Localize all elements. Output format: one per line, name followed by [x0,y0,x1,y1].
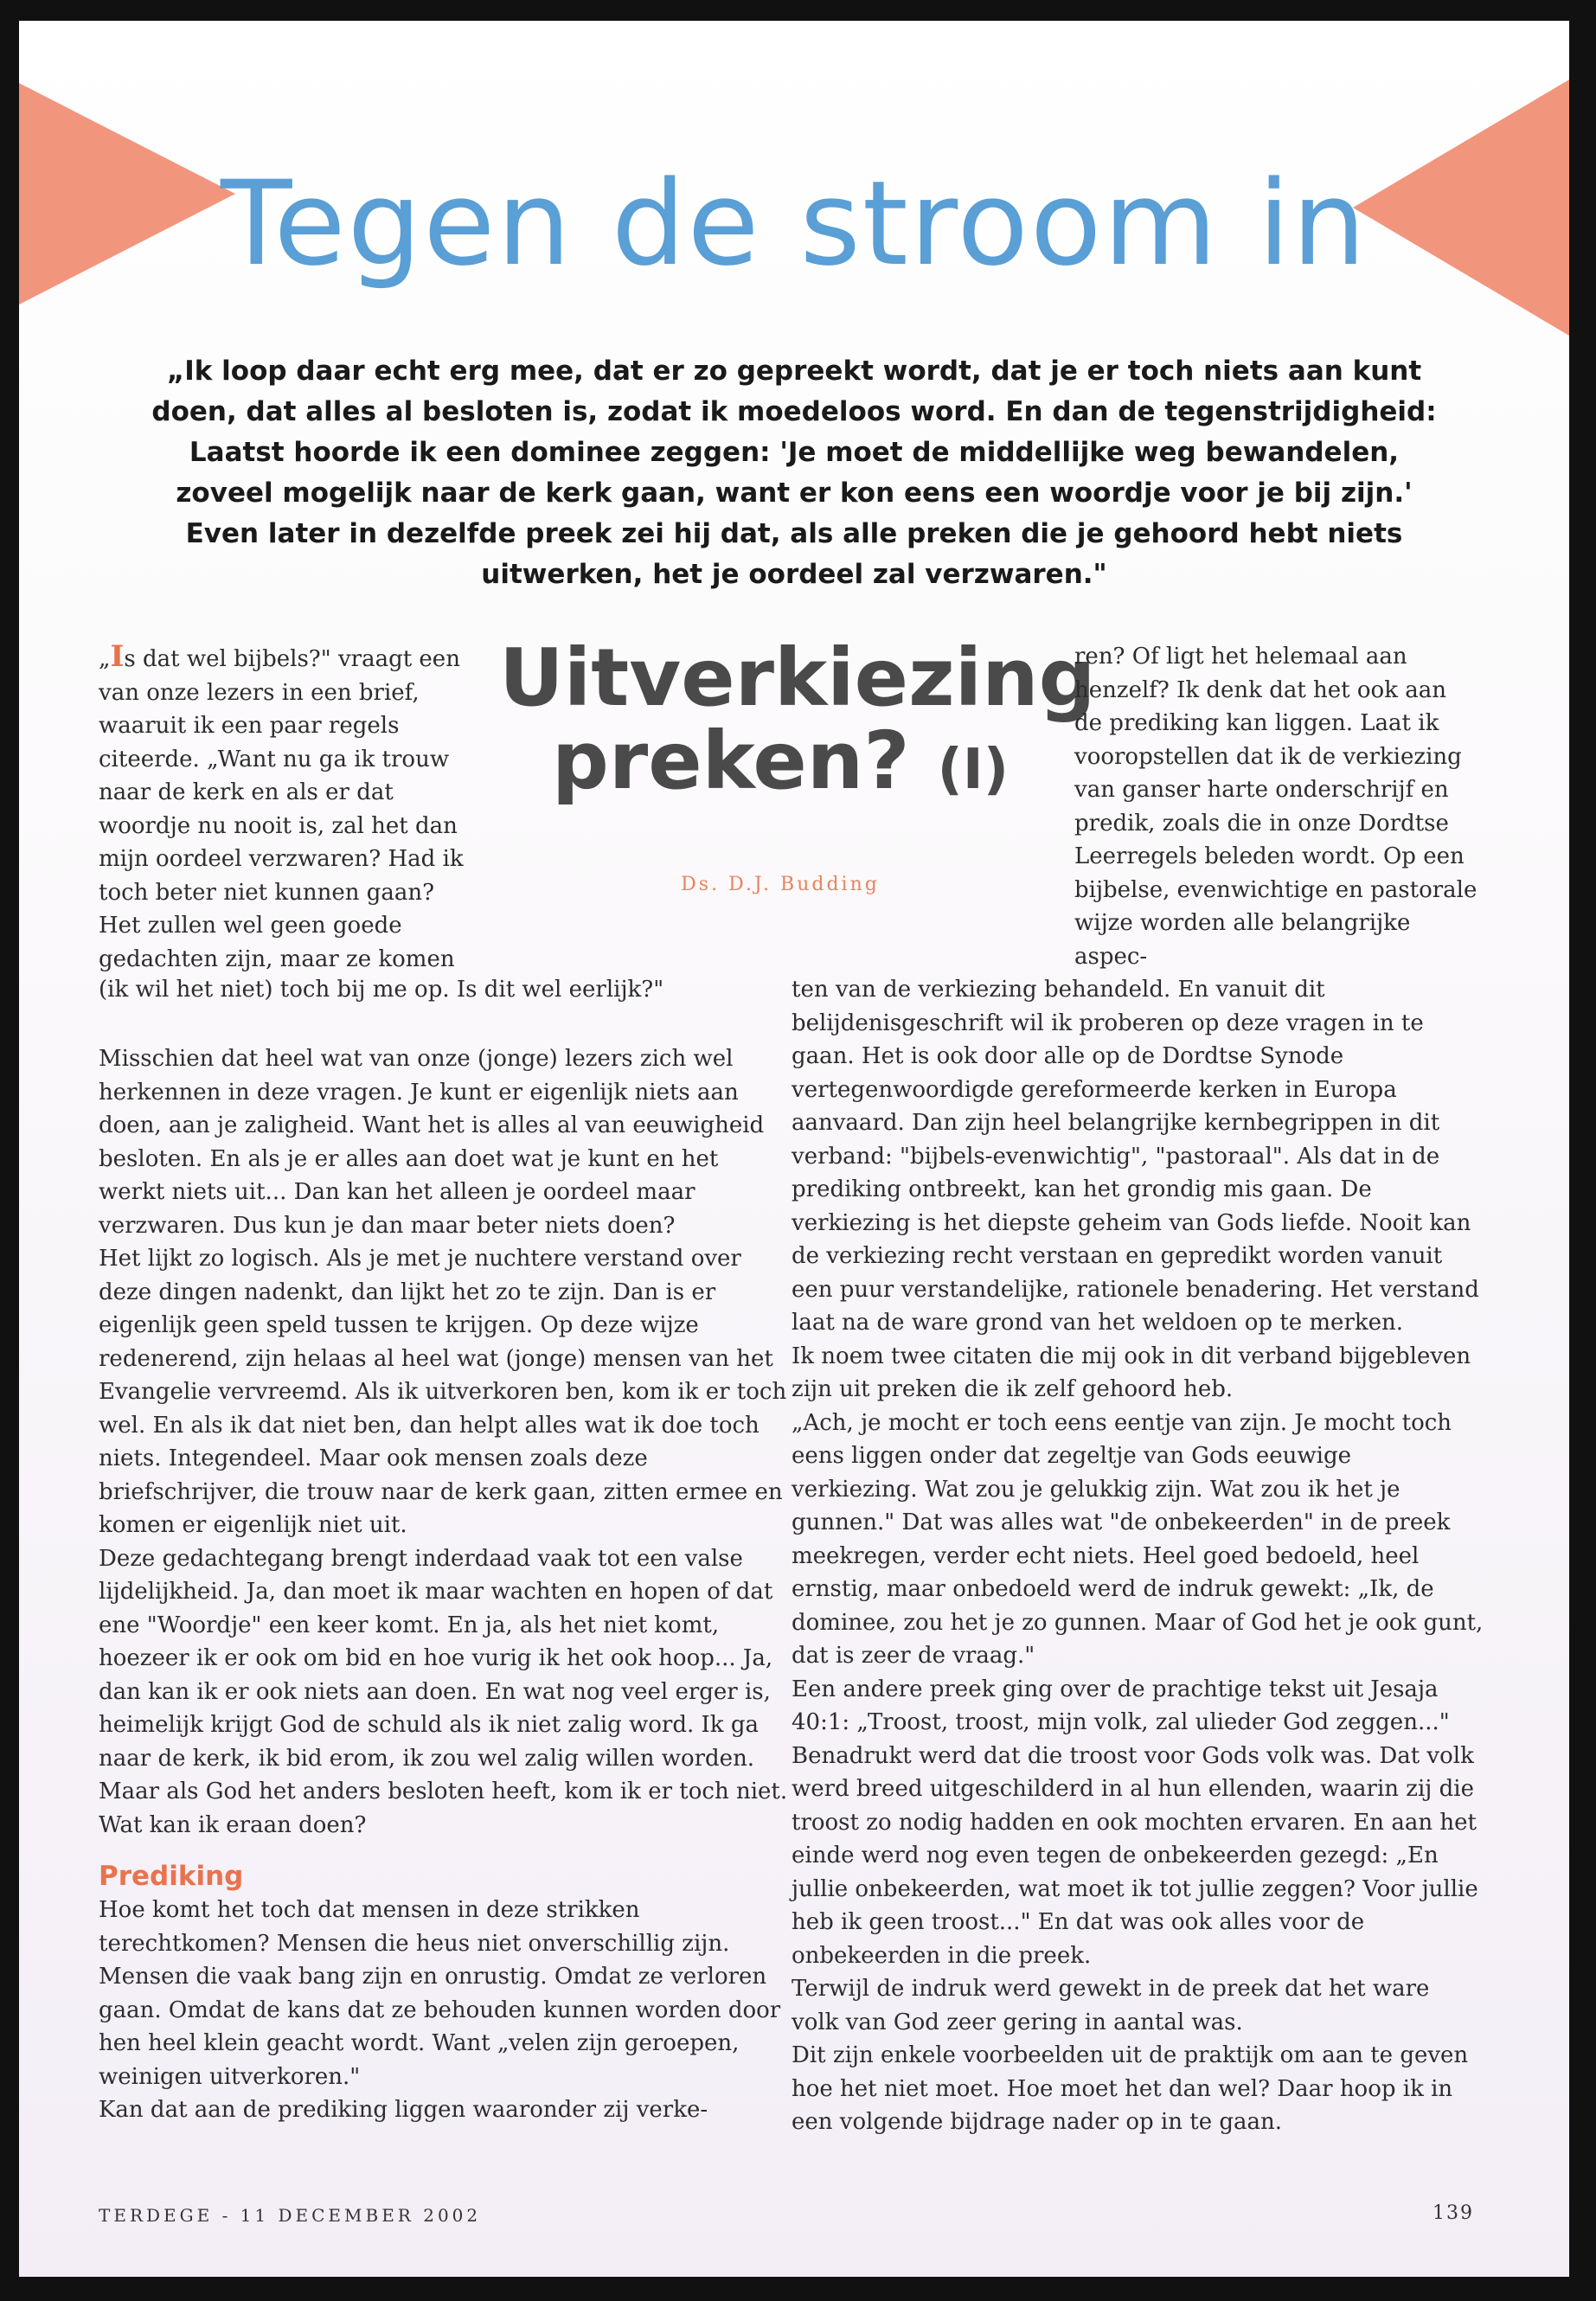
page-number: 139 [1433,2202,1474,2224]
paragraph: Het lijkt zo logisch. Als je met je nuchtere verstand over deze dingen nadenkt, dan lijkt het zo te zijn. Dan is er eigenlijk geen speld tussen te krijgen. Op deze wijze redenerend, zijn helaas al heel wat (jonge) mensen van het Evangelie vervreemd. Als ik uitverkoren ben, kom ik er toch wel. En als ik dat niet ben, dan helpt alles wat ik doe toch niets. Integendeel. Maar ook mensen zoals deze briefschrijver, die trouw naar de kerk gaan, zitten ermee en komen er eigenlijk niet uit. [99,1246,787,1538]
paragraph: Ik noem twee citaten die mij ook in dit verband bijgebleven zijn uit preken die ik zelf gehoord heb. [792,1343,1471,1402]
subheading-prediking: Prediking [99,1861,244,1892]
magazine-page [19,21,1569,2277]
paragraph: Een andere preek ging over de prachtige tekst uit Jesaja 40:1: „Troost, troost, mijn volk, zal ulieder God zeggen..." Benadrukt werd dat die troost voor Gods volk was. Dat volk werd breed uitgeschilderd in al hun ellenden, waarin zij die troost zo nodig hadden en ook mochten ervaren. En aan het einde werd nog even tegen de onbekeerden gezegd: „En jullie onbekeerden, wat moet ik tot jullie zeggen? Voor jullie heb ik geen troost..." En dat was ook alles voor de onbekeerden in die preek. [792,1676,1478,1969]
paragraph: Dit zijn enkele voorbeelden uit de praktijk om aan te geven hoe het niet moet. Hoe moet het dan wel? Daar hoop ik in een volgende bijdrage nader op in te gaan. [792,2042,1469,2135]
paragraph: Deze gedachtegang brengt inderdaad vaak tot een valse lijdelijkheid. Ja, dan moet ik maar wachten en hopen of dat ene "Woordje" een keer komt. En ja, als het niet komt, hoezeer ik er ook om bid en hoe vurig ik het ook hoop... Ja, dan kan ik er ook niets aan doen. En wat nog veel erger is, heimelijk krijgt God de schuld als ik niet zalig word. Ik ga naar de kerk, ik bid erom, ik zou wel zalig willen worden. Maar als God het anders besloten heeft, kom ik er toch niet. Wat kan ik eraan doen? [99,1545,788,1838]
title-line-1: Uitverkiezing [499,631,1096,724]
title-part-number: (I) [937,738,1009,802]
paragraph: Hoe komt het toch dat mensen in deze strikken terechtkomen? Mensen die heus niet onverschillig zijn. Mensen die vaak bang zijn en onrustig. Omdat ze verloren gaan. Omdat de kans dat ze behouden kunnen worden door hen heel klein geacht wordt. Want „velen zijn geroepen, weinigen uitverkoren." [99,1897,781,2090]
opening-quote-mark: „ [99,646,111,672]
section-title: Tegen de stroom in [221,156,1368,292]
opening-text: s dat wel bijbels?" vraagt een van onze lezers in een brief, waaruit ik een paar regels citeerde. „Want nu ga ik trouw naar de kerk en als er dat woordje nu nooit is, zal het dan mijn oordeel verzwaren? Had ik toch beter niet kunnen gaan? Het zullen wel geen goede gedachten zijn, maar ze komen [99,646,464,972]
right-column [792,973,1484,2139]
right-opening-paragraph: ren? Of ligt het helemaal aan henzelf? Ik denk dat het ook aan de prediking kan liggen. Laat ik vooropstellen dat ik de verkiezing van ganser harte onderschrijf en predik, zoals die in onze Dordtse Leerregels beleden wordt. Op een bijbelse, evenwichtige en pastorale wijze worden alle belangrijke aspec- [1074,644,1477,970]
article-title [499,631,1096,811]
right-column-opening [1074,640,1481,973]
paragraph: Terwijl de indruk werd gewekt in de preek dat het ware volk van God zeer gering in aantal was. [792,1976,1430,2035]
left-column [99,1042,791,2127]
intro-quote: „Ik loop daar echt erg mee, dat er zo gepreekt wordt, dat je er toch niets aan kunt doen, dat alles al besloten is, zodat ik moedeloos word. En dan de tegenstrijdigheid: Laatst hoorde ik een dominee zeggen: 'Je moet de middellijke weg bewandelen, zoveel mogelijk naar de kerk gaan, want er kon eens een woordje voor je bij zijn.' Even later in dezelfde preek zei hij dat, als alle preken die je gehoord hebt niets uitwerken, het je oordeel zal verzwaren." [151,356,1437,590]
paragraph: Misschien dat heel wat van onze (jonge) lezers zich wel herkennen in deze vragen. Je kunt er eigenlijk niets aan doen, aan je zaligheid. Want het is alles al van eeuwigheid besloten. En als je er alles aan doet wat je kunt en het werkt niets uit... Dan kan het alleen je oordeel maar verzwaren. Dus kun je dan maar beter niets doen? [99,1046,765,1239]
author-byline: Ds. D.J. Budding [681,874,880,895]
paragraph: Kan dat aan de prediking liggen waaronder zij verke- [99,2097,708,2123]
footer-publication: TERDEGE - 11 DECEMBER 2002 [99,2205,482,2226]
opening-paragraph [99,640,479,976]
drop-cap: I [110,639,125,674]
paragraph: „Ach, je mocht er toch eens eentje van zijn. Je mocht toch eens liggen onder dat zegeltje van Gods eeuwige verkiezing. Wat zou je gelukkig zijn. Wat zou ik het je gunnen." Dat was alles wat "de onbekeerden" in de preek meekregen, verder echt niets. Heel goed bedoeld, heel ernstig, maar onbedoeld werd de indruk gewekt: „Ik, de dominee, zou het je zo gunnen. Maar of God het je ook gunt, dat is zeer de vraag." [792,1409,1484,1669]
left-column-opening [99,640,479,976]
title-line-2: preken? [552,715,910,807]
paragraph: ten van de verkiezing behandeld. En vanuit dit belijdenisgeschrift wil ik proberen op deze vragen in te gaan. Het is ook door alle op de Dordtse Synode vertegenwoordigde gereformeerde kerken in Europa aanvaard. Dan zijn heel belangrijke kernbegrippen in dit verband: "bijbels-evenwichtig", "pastoraal". Als dat in de prediking ontbreekt, kan het grondig mis gaan. De verkiezing is het diepste geheim van Gods liefde. Nooit kan de verkiezing recht verstaan en gepredikt worden vanuit een puur verstandelijke, rationele benadering. Het verstand laat na de ware grond van het weldoen op te merken. [792,977,1479,1336]
opening-last-line: (ik wil het niet) toch bij me op. Is dit wel eerlijk?" [99,977,664,1003]
